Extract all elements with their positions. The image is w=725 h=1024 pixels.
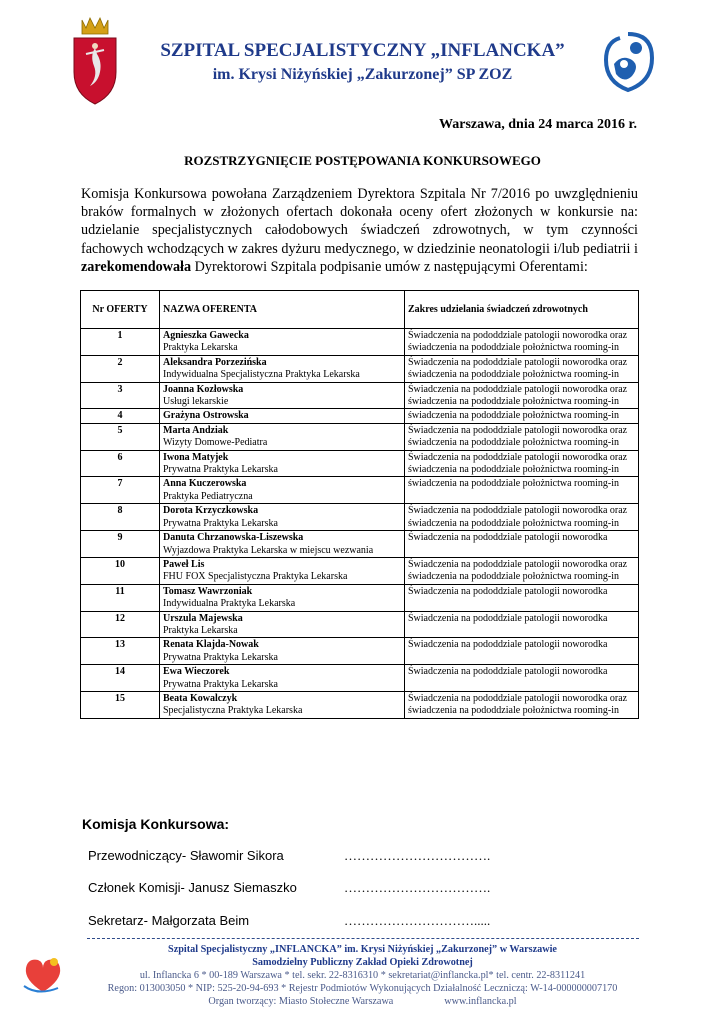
body-paragraph <box>81 185 638 276</box>
offeror-org: Usługi lekarskie <box>163 396 229 408</box>
table-row <box>81 691 639 718</box>
document-date: Warszawa, dnia 24 marca 2016 r. <box>439 117 637 132</box>
footer-line-1: Szpital Specjalistyczny „INFLANCKA” im. Krysi Niżyńskiej „Zakurzonej” w Warszawie <box>168 944 557 955</box>
mother-child-logo-icon <box>600 30 656 94</box>
offer-number: 12 <box>81 611 160 638</box>
offeror-cell <box>160 611 405 638</box>
offer-number: 8 <box>81 504 160 531</box>
offeror-name: Beata Kowalczyk <box>163 692 238 704</box>
offeror-cell <box>160 329 405 356</box>
offeror-name: Grażyna Ostrowska <box>163 410 249 422</box>
offeror-cell <box>160 557 405 584</box>
offeror-name: Tomasz Wawrzoniak <box>163 585 253 597</box>
service-scope: Świadczenia na pododdziale patologii noworodka <box>405 638 639 665</box>
offer-number: 3 <box>81 382 160 409</box>
service-scope: świadczenia na pododdziale położnictwa rooming-in <box>405 477 639 504</box>
offeror-name: Paweł Lis <box>163 558 205 570</box>
offer-number: 1 <box>81 329 160 356</box>
table-row <box>81 355 639 382</box>
table-row <box>81 611 639 638</box>
offeror-org: Specjalistyczna Praktyka Lekarska <box>163 705 303 717</box>
offeror-cell <box>160 355 405 382</box>
offeror-org: Indywidualna Specjalistyczna Praktyka Lekarska <box>163 369 360 381</box>
table-row <box>81 477 639 504</box>
offer-number: 2 <box>81 355 160 382</box>
service-scope: Świadczenia na pododdziale patologii noworodka <box>405 611 639 638</box>
offeror-cell <box>160 691 405 718</box>
service-scope: Świadczenia na pododdziale patologii noworodka <box>405 665 639 692</box>
table-row <box>81 504 639 531</box>
table-body <box>81 329 639 719</box>
offeror-cell <box>160 584 405 611</box>
table-row <box>81 665 639 692</box>
service-scope: Świadczenia na pododdziale patologii noworodka <box>405 584 639 611</box>
offer-number: 14 <box>81 665 160 692</box>
offer-number: 5 <box>81 423 160 450</box>
hospital-title: SZPITAL SPECJALISTYCZNY „INFLANCKA” <box>160 40 565 61</box>
footer-line-2: Samodzielny Publiczny Zakład Opieki Zdrowotnej <box>252 957 473 968</box>
body-text-bold: zarekomendowała <box>81 258 192 275</box>
offeror-cell <box>160 638 405 665</box>
offer-number: 6 <box>81 450 160 477</box>
offeror-name: Renata Klajda-Nowak <box>163 639 259 651</box>
offer-number: 7 <box>81 477 160 504</box>
offeror-org: Prywatna Praktyka Lekarska <box>163 678 278 690</box>
table-row <box>81 450 639 477</box>
service-scope: Świadczenia na pododdziale patologii noworodka oraz świadczenia na pododdziale położnictwa rooming-in <box>405 450 639 477</box>
offeror-cell <box>160 450 405 477</box>
service-scope: świadczenia na pododdziale położnictwa rooming-in <box>405 409 639 423</box>
footer-line-3: ul. Inflancka 6 * 00-189 Warszawa * tel. sekr. 22-8316310 * sekretariat@inflancka.pl* tel. centr. 22-8311241 <box>139 970 586 981</box>
offeror-name: Danuta Chrzanowska-Liszewska <box>163 532 304 544</box>
body-text-part2: Dyrektorowi Szpitala podpisanie umów z następującymi Oferentami: <box>191 258 588 275</box>
offeror-cell <box>160 477 405 504</box>
offeror-cell <box>160 382 405 409</box>
header-scope: Zakres udzielania świadczeń zdrowotnych <box>405 291 639 329</box>
offer-number: 9 <box>81 531 160 558</box>
offer-number: 10 <box>81 557 160 584</box>
table-row <box>81 382 639 409</box>
service-scope: Świadczenia na pododdziale patologii noworodka <box>405 531 639 558</box>
offeror-org: Wizyty Domowe-Pediatra <box>163 437 268 449</box>
offeror-name: Dorota Krzyczkowska <box>163 505 259 517</box>
offeror-name: Anna Kuczerowska <box>163 478 247 490</box>
header-nr: Nr OFERTY <box>81 291 160 329</box>
committee-member: Członek Komisji- Janusz Siemaszko <box>88 880 297 895</box>
offeror-org: Prywatna Praktyka Lekarska <box>163 651 278 663</box>
table-row <box>81 557 639 584</box>
offeror-org: Praktyka Lekarska <box>163 342 238 354</box>
table-row <box>81 423 639 450</box>
offeror-org: Praktyka Lekarska <box>163 624 238 636</box>
offeror-cell <box>160 665 405 692</box>
committee-heading: Komisja Konkursowa: <box>82 816 230 832</box>
offeror-name: Ewa Wieczorek <box>163 666 230 678</box>
footer-line-5: Organ tworzący: Miasto Stołeczne Warszawa www.inflancka.pl <box>208 996 517 1007</box>
offeror-org: Prywatna Praktyka Lekarska <box>163 464 278 476</box>
service-scope: Świadczenia na pododdziale patologii noworodka oraz świadczenia na pododdziale położnictwa rooming-in <box>405 355 639 382</box>
table-header-row <box>81 291 639 329</box>
header-name: NAZWA OFERENTA <box>160 291 405 329</box>
table-row <box>81 329 639 356</box>
offeror-name: Agnieszka Gawecka <box>163 330 249 341</box>
offer-number: 13 <box>81 638 160 665</box>
offeror-name: Urszula Majewska <box>163 612 243 624</box>
offeror-org: Indywidualna Praktyka Lekarska <box>163 598 296 610</box>
table-row <box>81 584 639 611</box>
committee-secretary: Sekretarz- Małgorzata Beim <box>88 913 250 928</box>
offeror-cell <box>160 504 405 531</box>
offeror-org: Wyjazdowa Praktyka Lekarska w miejscu wezwania <box>163 544 374 556</box>
offeror-cell <box>160 409 405 423</box>
offeror-name: Marta Andziak <box>163 424 229 436</box>
footer-divider <box>87 938 639 939</box>
offeror-name: Joanna Kozłowska <box>163 383 244 395</box>
offeror-name: Iwona Matyjek <box>163 451 229 463</box>
offeror-org: Praktyka Pediatryczna <box>163 490 253 502</box>
signature-line: ……………………………. <box>344 880 491 895</box>
table-row <box>81 638 639 665</box>
offeror-cell <box>160 531 405 558</box>
hospital-subtitle: im. Krysi Niżyńskiej „Zakurzonej” SP ZOZ <box>212 66 513 83</box>
body-text-part1: Komisja Konkursowa powołana Zarządzeniem Dyrektora Szpitala Nr 7/2016 po uwzględnieniu braków formalnych w złożonych ofertach dokonała oceny ofert złożonych w konkursie na: udzielanie specjalistycznych całodobowych świadczeń zdrowotnych, w tym czynności fachowych wchodzących w zakres dyżuru medycznego, w dziedzinie neonatologii i/lub pediatrii i <box>81 186 638 257</box>
service-scope: Świadczenia na pododdziale patologii noworodka oraz świadczenia na pododdziale położnictwa rooming-in <box>405 423 639 450</box>
offeror-org: FHU FOX Specjalistyczna Praktyka Lekarska <box>163 571 348 583</box>
offeror-name: Aleksandra Porzezińska <box>163 356 267 368</box>
service-scope: Świadczenia na pododdziale patologii noworodka oraz świadczenia na pododdziale położnictwa rooming-in <box>405 329 639 356</box>
offeror-cell <box>160 423 405 450</box>
offers-table <box>80 290 639 719</box>
offer-number: 4 <box>81 409 160 423</box>
table-row <box>81 531 639 558</box>
service-scope: Świadczenia na pododdziale patologii noworodka oraz świadczenia na pododdziale położnictwa rooming-in <box>405 557 639 584</box>
offer-number: 11 <box>81 584 160 611</box>
offeror-org: Prywatna Praktyka Lekarska <box>163 517 278 529</box>
service-scope: Świadczenia na pododdziale patologii noworodka oraz świadczenia na pododdziale położnictwa rooming-in <box>405 504 639 531</box>
footer-line-4: Regon: 013003050 * NIP: 525-20-94-693 * Rejestr Podmiotów Wykonujących Działalność Leczniczą: W-14-000000007170 <box>107 983 618 994</box>
committee-chair: Przewodniczący- Sławomir Sikora <box>88 848 284 863</box>
service-scope: Świadczenia na pododdziale patologii noworodka oraz świadczenia na pododdziale położnictwa rooming-in <box>405 382 639 409</box>
signature-line: …………………………..... <box>344 913 491 928</box>
document-title: ROZSTRZYGNIĘCIE POSTĘPOWANIA KONKURSOWEGO <box>184 153 541 168</box>
offer-number: 15 <box>81 691 160 718</box>
table-row <box>81 409 639 423</box>
signature-line: ……………………………. <box>344 848 491 863</box>
service-scope: Świadczenia na pododdziale patologii noworodka oraz świadczenia na pododdziale położnictwa rooming-in <box>405 691 639 718</box>
